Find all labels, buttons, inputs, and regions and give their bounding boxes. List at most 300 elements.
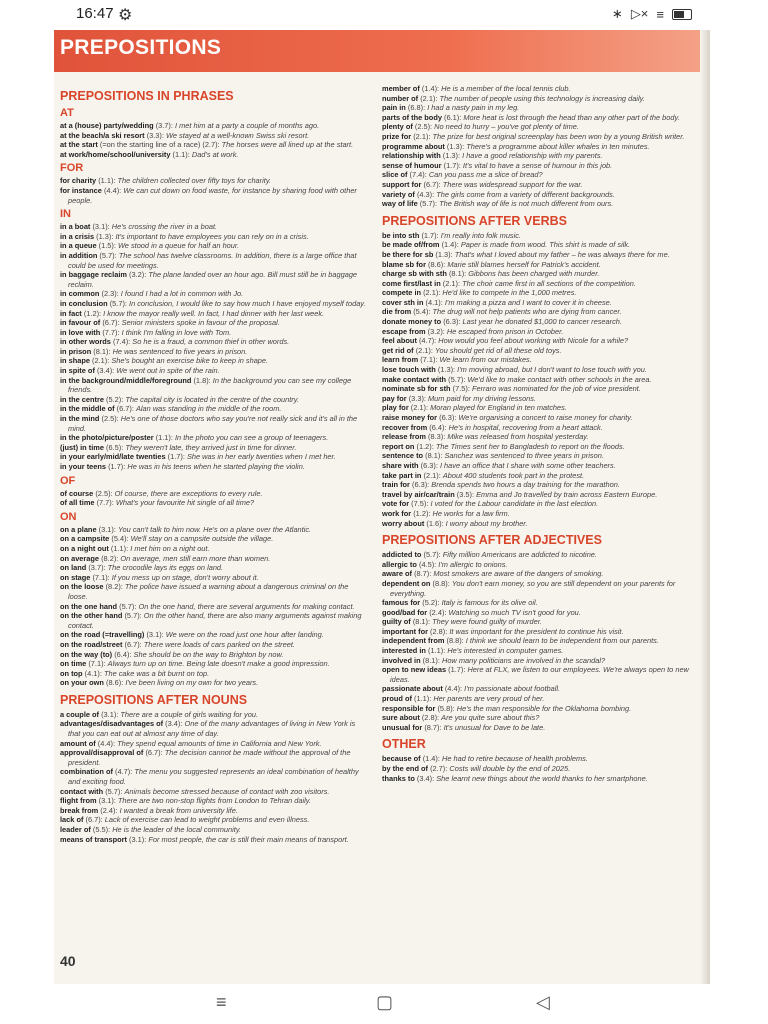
vibrate-icon: ≡: [656, 6, 664, 22]
entry-example: The police have issued a warning about a dangerous criminal on the loose.: [68, 582, 349, 601]
entry-example: He's interested in computer games.: [447, 646, 564, 656]
entry-term: famous for: [382, 598, 421, 608]
entry-term: leader of: [60, 825, 91, 834]
section-heading: PREPOSITIONS AFTER NOUNS: [60, 692, 248, 707]
entry-example: We were on the road just one hour after landing.: [165, 630, 324, 640]
vocab-entry: [60, 630, 368, 640]
entry-term: unusual for: [382, 722, 423, 732]
vocab-entry: [382, 704, 700, 714]
entry-term: at the start: [60, 140, 98, 150]
entry-reference: (4.4):: [103, 185, 122, 195]
entry-term: involved in: [382, 655, 421, 665]
entry-example: For most people, the car is still their main means of transport.: [148, 834, 349, 844]
entry-example: The Times sent her to Bangladesh to report on the floods.: [435, 441, 625, 451]
vocab-entry: [382, 569, 700, 579]
entry-term: at work/home/school/university: [60, 149, 171, 159]
vocab-entry: [60, 815, 368, 825]
entry-example: He's one of those doctors who say you're not really sick and it's all in the mind.: [68, 414, 358, 433]
entry-reference: (7.1):: [88, 659, 106, 669]
back-icon[interactable]: ◁: [536, 992, 550, 1012]
entry-example: Watching so much TV isn't good for you.: [448, 607, 581, 617]
entry-reference: (5.7):: [109, 298, 127, 308]
entry-example: The girls come from a variety of different backgrounds.: [436, 189, 615, 199]
entry-reference: (3.1):: [98, 524, 116, 534]
entry-example: It was important for the president to continue his visit.: [449, 626, 624, 636]
entry-reference: (2.4):: [429, 607, 447, 617]
vocab-entry: [382, 260, 700, 270]
vocab-entry: [382, 279, 700, 289]
vocab-entry: [60, 796, 368, 806]
vocab-entry: [60, 640, 368, 650]
vocab-entry: [60, 787, 368, 797]
entry-reference: (1.1):: [98, 176, 116, 186]
entry-term: on time: [60, 659, 87, 669]
entry-example: The crocodile lays its eggs on land.: [107, 563, 224, 573]
vocab-entry: [382, 550, 700, 560]
entry-example: I think I'm falling in love with Tom.: [121, 327, 232, 337]
vocab-entry: [382, 713, 700, 723]
entry-reference: (8.8):: [432, 578, 450, 588]
entry-reference: (8.2):: [105, 582, 123, 592]
vocab-entry: [382, 170, 700, 180]
entry-term: train for: [382, 480, 410, 490]
entry-term: approval/disapproval of: [60, 748, 144, 758]
entry-example: Italy is famous for its olive oil.: [441, 598, 538, 608]
entry-term: on average: [60, 553, 100, 563]
vocab-entry: [60, 669, 368, 679]
entry-term: responsible for: [382, 703, 436, 713]
entry-term: for charity: [60, 176, 97, 186]
entry-reference: (1.1):: [428, 646, 446, 656]
entry-reference: (7.1):: [92, 572, 110, 582]
entry-reference: (3.1):: [146, 630, 164, 640]
entry-example: She learnt new things about the world thanks to her smartphone.: [436, 773, 648, 783]
entry-term: in the background/middle/foreground: [60, 375, 192, 385]
vocab-entry: [382, 560, 700, 570]
entry-reference: (7.4):: [112, 337, 131, 347]
entry-reference: (7.7):: [96, 498, 114, 508]
entry-example: We'll stay on a campsite outside the village.: [130, 534, 274, 544]
vocab-entry: [382, 250, 700, 260]
entry-example: Are you quite sure about this?: [441, 713, 540, 723]
entry-reference: (3.4):: [416, 773, 435, 783]
vocab-entry: [60, 222, 368, 232]
entry-reference: (1.8):: [193, 375, 211, 385]
entry-reference: (6.3):: [420, 460, 438, 470]
entry-term: die from: [382, 307, 412, 317]
entry-example: He is a member of the local tennis club.: [441, 84, 571, 93]
entry-term: in the centre: [60, 394, 104, 404]
entry-term: in baggage reclaim: [60, 270, 127, 280]
entry-reference: (8.2):: [101, 553, 119, 563]
entry-term: blame sb for: [382, 259, 426, 269]
vocab-entry: [60, 739, 368, 749]
entry-term: good/bad for: [382, 607, 428, 617]
section-heading: PREPOSITIONS IN PHRASES: [60, 89, 234, 103]
entry-term: in a queue: [60, 241, 97, 251]
entry-term: a couple of: [60, 709, 100, 719]
entry-reference: (8.7):: [414, 569, 432, 579]
entry-example: Senior ministers spoke in favour of the proposal.: [121, 318, 280, 328]
entry-reference: (6.7):: [124, 639, 142, 649]
vocab-entry: [382, 298, 700, 308]
entry-example: I voted for the Labour candidate in the last election.: [430, 499, 599, 509]
entry-term: because of: [382, 754, 421, 764]
entry-reference: (1.3):: [435, 249, 453, 259]
entry-example: He is the leader of the local community.: [112, 825, 242, 834]
entry-example: About 400 students took part in the protest.: [442, 470, 585, 480]
entry-reference: (1.4):: [421, 84, 440, 93]
entry-example: She's bought an exercise bike to keep in shape.: [111, 356, 269, 366]
entry-term: in other words: [60, 337, 111, 347]
entry-reference: (5.7):: [419, 199, 438, 209]
entry-term: aware of: [382, 569, 412, 579]
entry-term: in conclusion: [60, 298, 108, 308]
vocab-entry: [60, 534, 368, 544]
entry-reference: (6.5):: [106, 442, 124, 452]
vocab-entry: [60, 251, 368, 270]
entry-example: The decision cannot be made without the approval of the president.: [68, 748, 351, 767]
entry-reference: (3.2):: [129, 270, 147, 280]
subsection-heading: ON: [60, 510, 77, 523]
vocab-entry: [382, 365, 700, 375]
entry-example: I have a good relationship with my parents.: [462, 151, 603, 161]
entry-example: How would you feel about working with Nicole for a while?: [438, 336, 629, 346]
entry-reference: (5.7):: [99, 250, 117, 260]
vocab-entry: [382, 636, 700, 646]
entry-reference: (2.1):: [415, 345, 433, 355]
vocab-entry: [60, 554, 368, 564]
entry-example: So he is a fraud, a common thief in other words.: [132, 337, 290, 347]
entry-example: Her parents are very proud of her.: [433, 694, 545, 704]
vocab-entry: [382, 336, 700, 346]
entry-example: More heat is lost through the head than any other part of the body.: [463, 112, 680, 122]
entry-reference: (2.4):: [100, 805, 118, 815]
entry-term: on the loose: [60, 582, 104, 592]
entry-reference: (8.6):: [428, 259, 446, 269]
entry-example: One of the many advantages of living in New York is that you can eat out at almost any time of day.: [68, 719, 356, 739]
entry-term: release from: [382, 432, 426, 442]
entry-reference: (3.2):: [427, 326, 445, 336]
entry-term: prize for: [382, 131, 412, 141]
entry-example: We'd like to make contact with other schools in the area.: [467, 374, 652, 384]
entry-term: parts of the body: [382, 112, 442, 122]
entry-example: It's unusual for Dave to be late.: [443, 722, 546, 732]
entry-example: He's in hospital, recovering from a heart attack.: [448, 422, 603, 432]
entry-example: We stayed at a well-known Swiss ski resort.: [166, 130, 310, 140]
vocab-entry: [60, 498, 368, 508]
vocab-entry: [382, 608, 700, 618]
entry-example: It's vital to have a sense of humour in this job.: [462, 160, 613, 170]
entry-reference: (8.1):: [422, 655, 440, 665]
vocab-entry: [382, 180, 700, 190]
vocab-entry: [60, 241, 368, 251]
entry-term: escape from: [382, 326, 426, 336]
entry-reference: (4.4):: [97, 738, 116, 748]
entry-example: The menu you suggested represents an ideal combination of healthy and exciting food.: [68, 767, 359, 787]
entry-example: He had to retire because of health problems.: [442, 754, 588, 764]
vocab-entry: [60, 659, 368, 669]
entry-reference: (3.1):: [98, 796, 116, 806]
entry-term: of all time: [60, 498, 95, 508]
entry-reference: (5.8):: [437, 703, 455, 713]
entry-term: variety of: [382, 189, 415, 199]
entry-term: donate money to: [382, 317, 442, 327]
entry-example: You should get rid of all these old toys.: [435, 345, 562, 355]
entry-term: of course: [60, 488, 94, 498]
entry-example: I'm allergic to onions.: [438, 559, 508, 569]
entry-example: I met him at a party a couple of months ago.: [175, 121, 320, 130]
entry-term: contact with: [60, 786, 104, 796]
entry-reference: (7.1):: [420, 355, 438, 365]
entry-example: There was widespread support for the war.: [442, 179, 583, 189]
entry-example: You don't earn money, so you are still dependent on your parents for everything.: [390, 578, 676, 598]
entry-term: play for: [382, 403, 409, 413]
entry-term: addicted to: [382, 550, 422, 560]
entry-term: raise money for: [382, 413, 438, 422]
vocab-entry: [382, 764, 700, 774]
entry-reference: (1.7):: [448, 665, 466, 675]
entry-term: advantages/disadvantages of: [60, 719, 164, 729]
entry-reference: (1.3):: [442, 151, 461, 161]
entry-reference: (2.1):: [423, 288, 441, 298]
entry-reference: (2.1):: [442, 278, 461, 288]
vocab-entry: [382, 317, 700, 327]
entry-term: be there for sb: [382, 249, 434, 259]
entry-reference: (3.7):: [88, 563, 106, 573]
entry-example: The number of people using this technology is increasing daily.: [439, 93, 645, 103]
entry-reference: (2.1):: [423, 470, 441, 480]
vocab-entry: [382, 413, 700, 423]
entry-example: On the one hand, there are several arguments for making contact.: [138, 601, 355, 611]
vocab-entry: [382, 240, 700, 250]
entry-term: in the middle of: [60, 404, 115, 414]
entry-example: Emma and Jo travelled by train across Eastern Europe.: [476, 489, 658, 499]
vocab-entry: [60, 825, 368, 835]
entry-term: independent from: [382, 636, 445, 646]
entry-reference: (4.1):: [425, 297, 443, 307]
entry-term: lack of: [60, 815, 84, 825]
entry-reference: (2.5):: [414, 122, 433, 132]
entry-reference: (6.1):: [444, 112, 462, 122]
vocab-entry: [60, 376, 368, 395]
entry-term: on top: [60, 668, 83, 678]
entry-reference: (2.5):: [95, 488, 113, 498]
vocab-entry: [60, 414, 368, 433]
entry-term: cover sth in: [382, 297, 424, 307]
vocab-entry: [382, 394, 700, 404]
entry-reference: (1.2):: [416, 441, 434, 451]
entry-term: passionate about: [382, 684, 443, 694]
entry-term: on a plane: [60, 524, 97, 534]
gear-icon[interactable]: ⚙: [118, 7, 133, 24]
entry-term: in the photo/picture/poster: [60, 433, 154, 443]
vocab-entry: [60, 563, 368, 573]
vocab-entry: [382, 190, 700, 200]
entry-term: in addition: [60, 250, 98, 260]
vocab-entry: [382, 442, 700, 452]
entry-reference: (4.4):: [444, 684, 463, 694]
entry-term: programme about: [382, 141, 445, 151]
right-column: [382, 84, 700, 783]
entry-term: on the way (to): [60, 649, 113, 659]
entry-reference: (1.1):: [414, 694, 432, 704]
entry-term: feel about: [382, 336, 417, 346]
vocab-entry: [60, 835, 368, 845]
entry-term: plenty of: [382, 122, 413, 132]
vocab-entry: [382, 355, 700, 365]
vocab-entry: [60, 719, 368, 738]
left-column: [60, 84, 368, 844]
page-number: 40: [60, 953, 76, 969]
status-icons: [612, 6, 692, 22]
entry-example: She was in her early twenties when I met her.: [186, 452, 336, 462]
entry-reference: (8.8):: [446, 636, 464, 646]
entry-reference: (3.4):: [165, 719, 183, 729]
vocab-entry: [382, 346, 700, 356]
vocab-entry: [60, 748, 368, 767]
entry-example: On average, men still earn more than women.: [120, 553, 271, 563]
entry-reference: (=on the starting line of a race) (2.7):: [99, 140, 220, 150]
entry-reference: (8.1):: [425, 451, 443, 461]
vocab-entry: [382, 723, 700, 733]
vocab-entry: [60, 452, 368, 462]
entry-reference: (6.7):: [145, 748, 163, 758]
entry-example: I met him on a night out.: [130, 543, 210, 553]
entry-example: I wanted a break from university life.: [119, 805, 238, 815]
entry-reference: (8.1):: [93, 346, 111, 356]
entry-term: learn from: [382, 355, 419, 365]
vocab-entry: [382, 774, 700, 784]
entry-reference: (4.1):: [84, 668, 102, 678]
page-title: PREPOSITIONS: [60, 36, 222, 59]
entry-example: There's a programme about killer whales in ten minutes.: [466, 141, 650, 151]
vocab-entry: [382, 423, 700, 433]
entry-reference: (2.8):: [430, 626, 448, 636]
page-banner: [54, 30, 710, 72]
entry-reference: (7.7):: [102, 327, 120, 337]
status-bar: [0, 0, 768, 30]
recent-apps-icon[interactable]: ≡: [216, 992, 227, 1012]
vocab-entry: [382, 461, 700, 471]
entry-example: Here at FLX, we listen to our employees. We're always open to new ideas.: [390, 665, 689, 684]
entry-example: He's crossing the river in a boat.: [111, 222, 218, 232]
entry-term: in common: [60, 289, 100, 299]
vocab-entry: [382, 509, 700, 519]
vocab-entry: [382, 684, 700, 694]
vocab-entry: [382, 499, 700, 509]
vocab-entry: [60, 611, 368, 630]
entry-example: There are two non-stop flights from London to Tehran daily.: [117, 796, 312, 806]
entry-reference: (1.4):: [422, 754, 440, 764]
entry-reference: (6.3):: [443, 317, 461, 327]
section-heading: OTHER: [382, 737, 426, 752]
entry-reference: (4.7):: [115, 767, 133, 777]
entry-term: on the road/street: [60, 639, 123, 649]
entry-example: They were found guilty of murder.: [432, 617, 542, 627]
entry-example: You can't talk to him now. He's on a plane over the Atlantic.: [117, 524, 312, 534]
entry-term: on a campsite: [60, 534, 110, 544]
section-heading: PREPOSITIONS AFTER VERBS: [382, 213, 567, 228]
vocab-entry: [382, 754, 700, 764]
entry-term: on the other hand: [60, 611, 123, 621]
entry-example: It's important to have employees you can rely on in a crisis.: [115, 231, 309, 241]
entry-term: take part in: [382, 470, 422, 480]
entry-example: In the background you can see my college friends.: [68, 375, 352, 395]
entry-term: interested in: [382, 646, 426, 656]
entry-example: Moran played for England in ten matches.: [430, 403, 567, 413]
entry-example: They spend equal amounts of time in California and New York.: [117, 738, 322, 748]
entry-reference: (4.3):: [416, 189, 435, 199]
vocab-entry: [60, 131, 368, 141]
entry-term: make contact with: [382, 374, 447, 384]
entry-term: flight from: [60, 796, 97, 806]
entry-reference: (6.7):: [85, 815, 103, 825]
entry-example: He was in his teens when he started playing the violin.: [127, 462, 305, 471]
entry-reference: (5.7):: [105, 786, 123, 796]
entry-example: Mum paid for my driving lessons.: [428, 393, 537, 403]
entry-example: I think we should learn to be independent from our parents.: [465, 636, 659, 646]
entry-example: Of course, there are exceptions to every rule.: [114, 488, 263, 498]
entry-example: I had a nasty pain in my leg.: [427, 103, 520, 113]
entry-reference: (3.7):: [155, 121, 173, 130]
entry-term: in shape: [60, 356, 90, 366]
entry-term: relationship with: [382, 151, 441, 161]
entry-example: We stood in a queue for half an hour.: [117, 241, 240, 251]
entry-example: I know the mayor really well. In fact, I had dinner with her last week.: [103, 308, 325, 318]
vocab-entry: [60, 347, 368, 357]
vocab-entry: [382, 403, 700, 413]
vocab-entry: [382, 132, 700, 142]
vocab-entry: [382, 579, 700, 598]
entry-term: open to new ideas: [382, 665, 447, 675]
vocab-entry: [382, 384, 700, 394]
entry-term: by the end of: [382, 764, 428, 773]
entry-term: on a night out: [60, 543, 109, 553]
home-icon[interactable]: ▢: [376, 992, 394, 1012]
vocab-entry: [382, 519, 700, 529]
entry-example: Animals become stressed because of contact with zoo visitors.: [124, 786, 330, 796]
entry-example: He'd like to compete in the 1,000 metres.: [442, 288, 577, 298]
entry-example: The drug will not help patients who are dying from cancer.: [432, 307, 622, 317]
entry-term: in a boat: [60, 222, 91, 232]
entry-term: on stage: [60, 572, 91, 582]
page-edge-shadow: [700, 30, 710, 984]
section-heading: PREPOSITIONS AFTER ADJECTIVES: [382, 533, 602, 548]
entry-term: (just) in time: [60, 442, 104, 452]
entry-reference: (1.7):: [108, 462, 126, 471]
entry-reference: (8.1):: [412, 617, 431, 627]
vocab-entry: [60, 489, 368, 499]
entry-example: Fifty million Americans are addicted to nicotine.: [442, 550, 597, 560]
entry-example: He was sentenced to five years in prison.: [112, 346, 248, 356]
entry-term: number of: [382, 93, 419, 103]
vocab-entry: [382, 480, 700, 490]
entry-term: in love with: [60, 327, 101, 337]
entry-example: That's what I loved about my father – he was always there for me.: [454, 249, 670, 259]
entry-term: sentence to: [382, 451, 424, 461]
vocab-entry: [382, 307, 700, 317]
entry-term: be made of/from: [382, 240, 440, 250]
entry-term: important for: [382, 626, 428, 636]
vocab-entry: [382, 490, 700, 500]
vocab-entry: [382, 665, 700, 684]
bluetooth-icon: ∗: [611, 6, 623, 21]
subsection-heading: FOR: [60, 162, 84, 175]
subsection-heading: AT: [60, 107, 74, 119]
entry-example: In the photo you can see a group of teenagers.: [175, 433, 329, 443]
vocab-entry: [382, 231, 700, 241]
